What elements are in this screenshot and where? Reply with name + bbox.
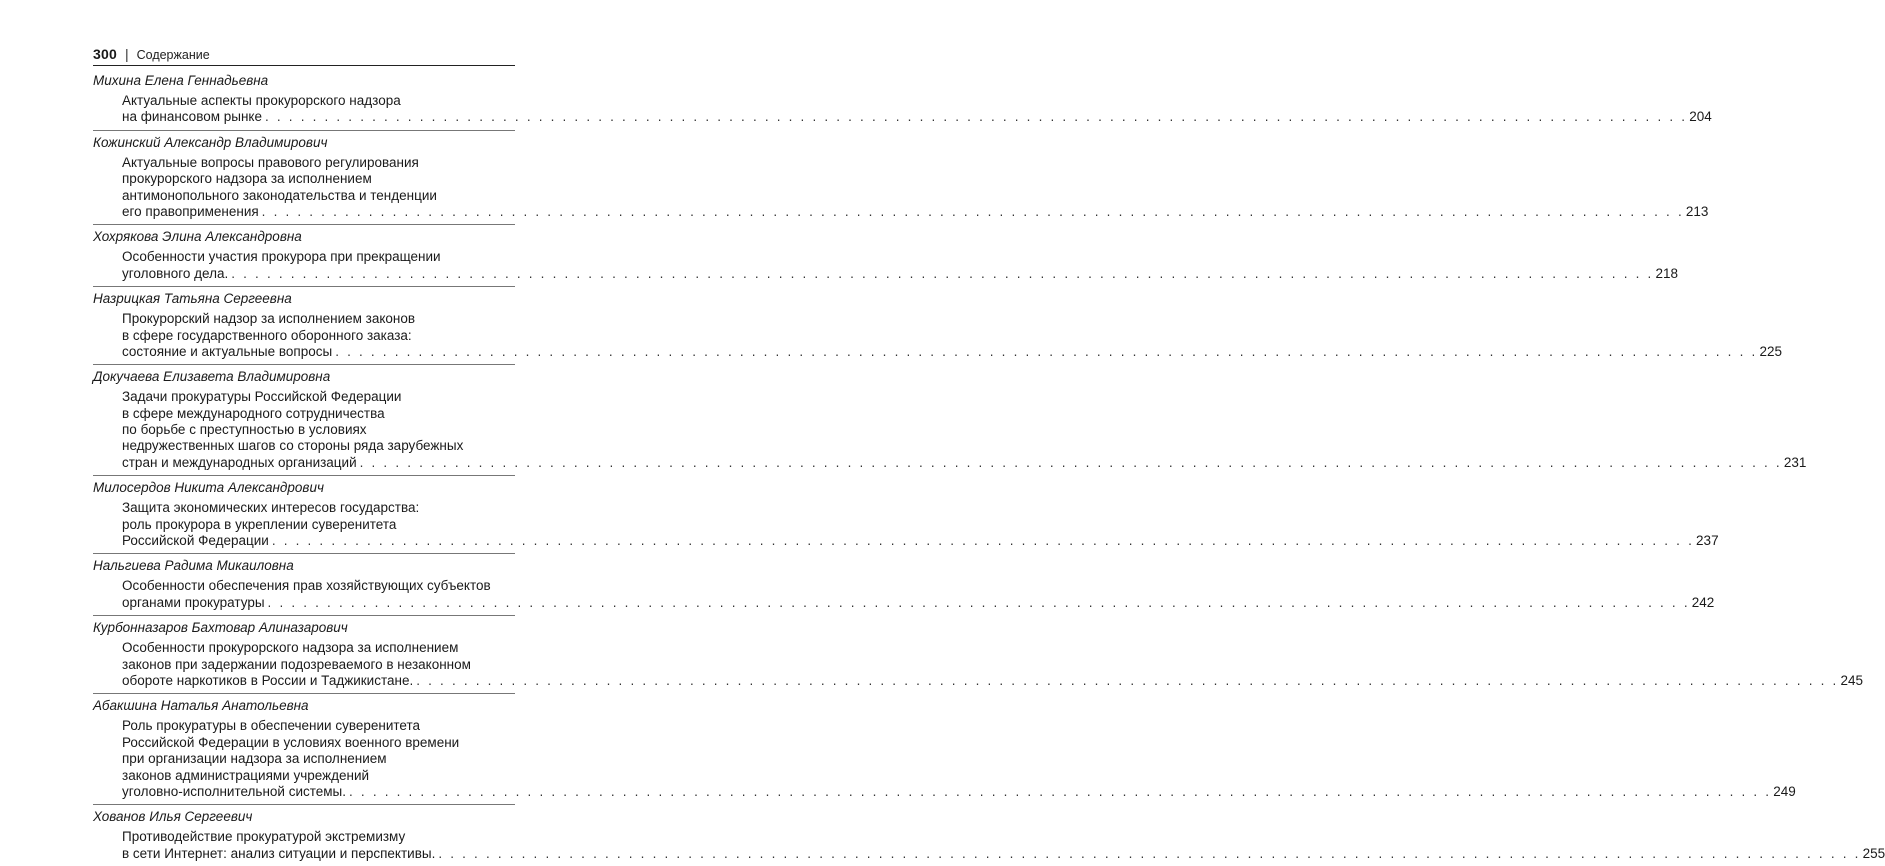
page-ref: 204 (1689, 109, 1712, 125)
page-ref: 213 (1685, 203, 1709, 219)
page-ref: 249 (1773, 783, 1796, 799)
toc-entry (93, 616, 1863, 694)
entry-spacer (93, 126, 515, 130)
title-line-text: уголовно-исполнительной системы. (122, 783, 347, 799)
title-line: Российской Федерации в условиях военного времени (122, 734, 460, 750)
entry-spacer (93, 549, 515, 553)
title-line-text: обороте наркотиков в России и Таджикистане. (122, 672, 414, 688)
article-title (122, 829, 1885, 862)
title-line: в сфере международного сотрудничества (122, 405, 385, 421)
title-line: при организации надзора за исполнением (122, 751, 387, 767)
dot-leader: . . . . . . . . . . . . . . . . . . . . . . . . . . . . . . . . . . . . . . . . . . . . . . . . . . . . . . . . . . . . . . . . . . . . . . . . . . . . . . . . . . . . . . . . . . . . . . . . . . . . . . . . . . . . . . . . . . . . . . . . (264, 109, 1688, 125)
entry-spacer (93, 471, 515, 475)
title-line: прокурорского надзора за исполнением (122, 171, 372, 187)
title-line (122, 203, 1709, 220)
toc-entry (93, 554, 1715, 616)
author-name: Назрицкая Татьяна Сергеевна (93, 291, 292, 307)
title-line: Особенности участия прокурора при прекращении (122, 249, 441, 265)
title-line: Актуальные аспекты прокурорского надзора (122, 93, 401, 108)
dot-leader: . . . . . . . . . . . . . . . . . . . . . . . . . . . . . . . . . . . . . . . . . . . . . . . . . . . . . . . . . . . . . . . . . . . . . . . . . . . . . . . . . . . . . . . . . . . . . . . . . . . . . . . . . . . . . . . . . . . . . . . . (349, 783, 1772, 799)
title-line: законов администрациями учреждений (122, 767, 370, 783)
title-line: в сфере государственного оборонного заказа: (122, 327, 412, 343)
dot-leader: . . . . . . . . . . . . . . . . . . . . . . . . . . . . . . . . . . . . . . . . . . . . . . . . . . . . . . . . . . . . . . . . . . . . . . . . . . . . . . . . . . . . . . . . . . . . . . . . . . . . . . . . . . . . . . . . . . . . . . . . (416, 672, 1839, 688)
author-name: Милосердов Никита Александрович (93, 480, 324, 496)
dot-leader: . . . . . . . . . . . . . . . . . . . . . . . . . . . . . . . . . . . . . . . . . . . . . . . . . . . . . . . . . . . . . . . . . . . . . . . . . . . . . . . . . . . . . . . . . . . . . . . . . . . . . . . . . . . . . . . . . . . . . . . . (438, 845, 1861, 861)
page-ref: 218 (1655, 265, 1678, 281)
author-name: Хованов Илья Сергеевич (93, 809, 253, 825)
title-line (122, 343, 1782, 360)
dot-leader: . . . . . . . . . . . . . . . . . . . . . . . . . . . . . . . . . . . . . . . . . . . . . . . . . . . . . . . . . . . . . . . . . . . . . . . . . . . . . . . . . . . . . . . . . . . . . . . . . . . . . . . . . . . . . . . . . . . . . . . . (335, 343, 1758, 359)
title-line (122, 533, 1719, 549)
title-line: Особенности прокурорского надзора за исполнением (122, 640, 459, 656)
dot-leader: . . . . . . . . . . . . . . . . . . . . . . . . . . . . . . . . . . . . . . . . . . . . . . . . . . . . . . . . . . . . . . . . . . . . . . . . . . . . . . . . . . . . . . . . . . . . . . . . . . . . . . . . . . . . . . . . . . . . . . . . (359, 454, 1782, 470)
toc-entry (93, 365, 1807, 476)
section-title: Содержание (136, 48, 210, 62)
title-line-text: состояние и актуальные вопросы (122, 343, 333, 359)
title-line-text: органами прокуратуры (122, 594, 265, 610)
header-separator: | (124, 46, 129, 62)
title-line-text: стран и международных организаций (122, 454, 357, 470)
toc-entry (93, 805, 1885, 866)
toc-entry (93, 69, 1712, 131)
title-line: Особенности обеспечения прав хозяйствующих субъектов (122, 578, 491, 594)
title-line: законов при задержании подозреваемого в незаконном (122, 656, 471, 672)
toc-entry (93, 476, 1719, 554)
title-line: антимонопольного законодательства и тенденции (122, 187, 437, 203)
page-ref: 237 (1696, 533, 1719, 549)
article-title (122, 578, 1715, 611)
author-name: Докучаева Елизавета Владимировна (93, 369, 331, 385)
article-title (122, 640, 1863, 689)
title-line (122, 454, 1807, 471)
entry-spacer (93, 220, 515, 224)
title-line (122, 109, 1712, 125)
article-title (122, 389, 1807, 471)
entry-spacer (93, 800, 515, 804)
article-title (122, 500, 1719, 549)
title-line (122, 783, 1796, 800)
title-line: Задачи прокуратуры Российской Федерации (122, 389, 402, 405)
author-name: Абакшина Наталья Анатольевна (93, 698, 309, 714)
dot-leader: . . . . . . . . . . . . . . . . . . . . . . . . . . . . . . . . . . . . . . . . . . . . . . . . . . . . . . . . . . . . . . . . . . . . . . . . . . . . . . . . . . . . . . . . . . . . . . . . . . . . . . . . . . . . . . . . . . . . . . . . (231, 265, 1654, 281)
entry-spacer (93, 360, 515, 364)
title-line-text: уголовного дела. (122, 265, 229, 281)
author-name: Курбонназаров Бахтовар Алиназарович (93, 620, 348, 636)
author-name: Хохрякова Элина Александровна (93, 229, 302, 245)
title-line: Защита экономических интересов государства: (122, 500, 420, 516)
header-rule (93, 65, 515, 66)
toc-entry (93, 131, 1709, 226)
page-ref: 242 (1691, 594, 1715, 610)
title-line: Противодействие прокуратурой экстремизму (122, 829, 406, 845)
author-name: Кожинский Александр Владимирович (93, 134, 328, 150)
title-line-text: в сети Интернет: анализ ситуации и перспективы. (122, 845, 436, 861)
author-name: Нальгиева Радима Микаиловна (93, 558, 294, 574)
running-header (93, 46, 513, 62)
dot-leader: . . . . . . . . . . . . . . . . . . . . . . . . . . . . . . . . . . . . . . . . . . . . . . . . . . . . . . . . . . . . . . . . . . . . . . . . . . . . . . . . . . . . . . . . . . . . . . . . . . . . . . . . . . . . . . . . . . . . . . . . (267, 594, 1690, 610)
title-line-text: Российской Федерации (122, 533, 269, 549)
entry-spacer (93, 282, 515, 286)
title-line (122, 672, 1863, 689)
table-of-contents (93, 69, 1885, 866)
toc-entry (93, 225, 1678, 287)
title-line-text: на финансовом рынке (122, 109, 262, 125)
title-line: по борьбе с преступностью в условиях (122, 422, 367, 438)
title-line: Роль прокуратуры в обеспечении суверенитета (122, 718, 421, 734)
article-title (122, 93, 1712, 126)
toc-entry (93, 287, 1782, 365)
title-line: Актуальные вопросы правового регулирования (122, 154, 419, 170)
article-title (122, 249, 1678, 282)
page-number: 300 (93, 46, 117, 62)
entry-spacer (93, 862, 515, 866)
title-line (122, 845, 1885, 862)
title-line-text: его правоприменения (122, 203, 259, 219)
dot-leader: . . . . . . . . . . . . . . . . . . . . . . . . . . . . . . . . . . . . . . . . . . . . . . . . . . . . . . . . . . . . . . . . . . . . . . . . . . . . . . . . . . . . . . . . . . . . . . . . . . . . . . . . . . . . . . . . . . . . . . . . (271, 533, 1695, 549)
author-name: Михина Елена Геннадьевна (93, 73, 269, 88)
article-title (122, 718, 1796, 800)
toc-entry (93, 694, 1796, 805)
entry-spacer (93, 611, 515, 615)
dot-leader: . . . . . . . . . . . . . . . . . . . . . . . . . . . . . . . . . . . . . . . . . . . . . . . . . . . . . . . . . . . . . . . . . . . . . . . . . . . . . . . . . . . . . . . . . . . . . . . . . . . . . . . . . . . . . . . . . . . . . . . . (261, 203, 1684, 219)
title-line (122, 594, 1715, 611)
article-title (122, 311, 1782, 360)
page-ref: 255 (1862, 845, 1885, 861)
title-line (122, 265, 1678, 282)
page-ref: 225 (1759, 343, 1782, 359)
page-ref: 231 (1783, 454, 1807, 470)
entry-spacer (93, 689, 515, 693)
title-line: роль прокурора в укреплении суверенитета (122, 516, 397, 532)
article-title (122, 154, 1709, 221)
page-ref: 245 (1840, 672, 1863, 688)
title-line: Прокурорский надзор за исполнением законов (122, 311, 416, 327)
title-line: недружественных шагов со стороны ряда зарубежных (122, 438, 464, 454)
